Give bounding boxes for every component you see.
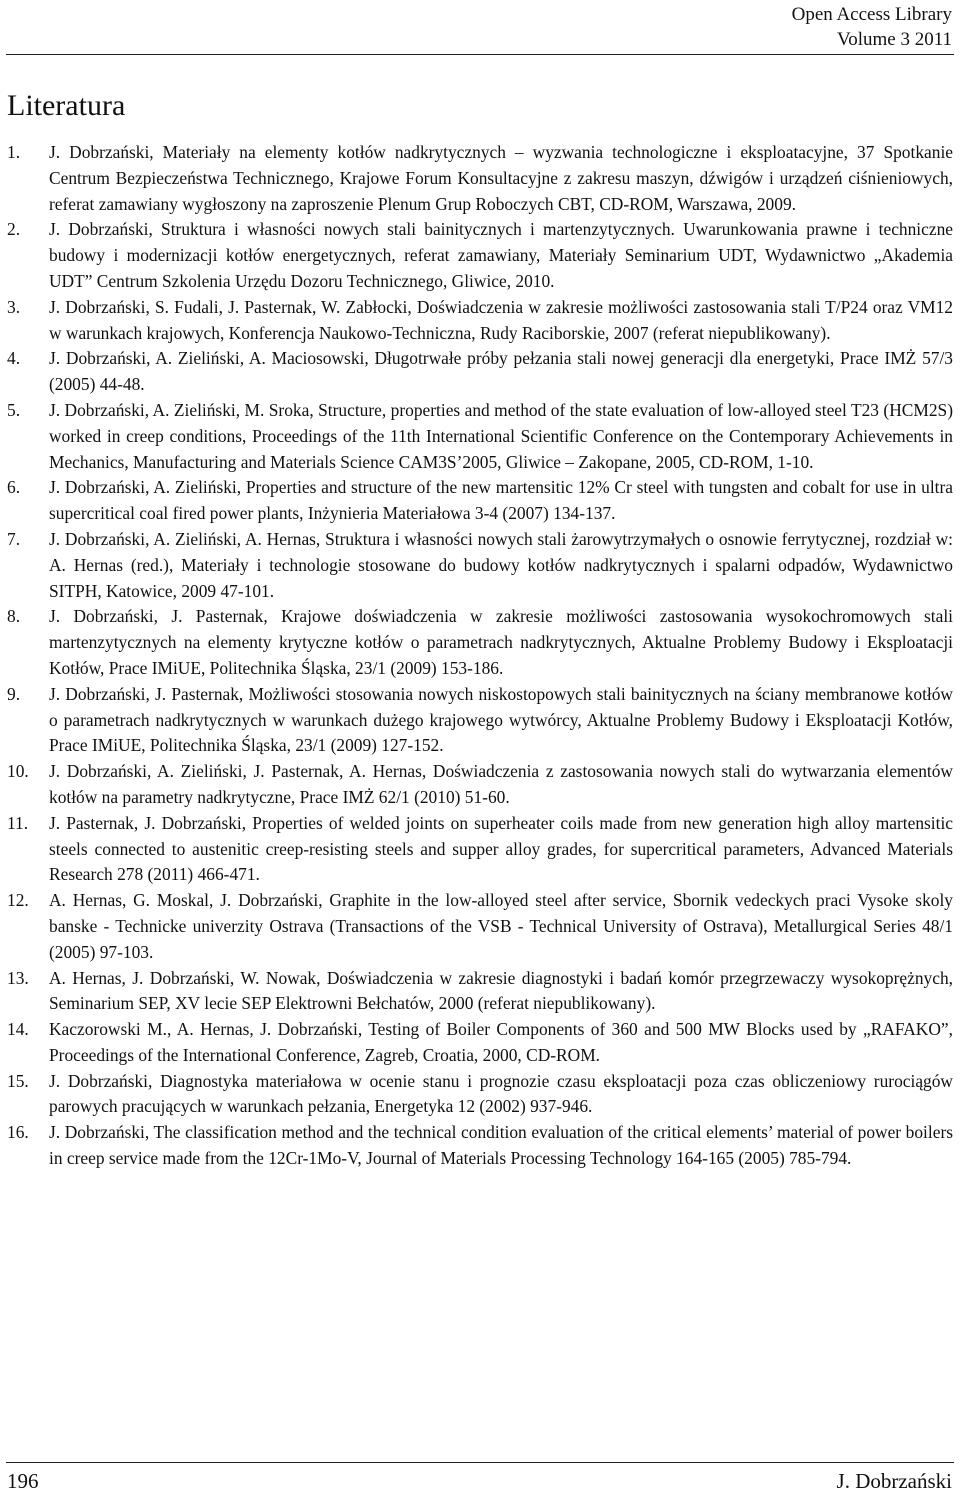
reference-number: 2. <box>7 219 21 240</box>
reference-number: 5. <box>7 399 21 420</box>
reference-item <box>7 1017 953 1069</box>
reference-item <box>7 475 953 527</box>
page-header <box>792 2 952 52</box>
reference-text: J. Dobrzański, A. Zieliński, J. Pasternak, A. Hernas, Doświadczenia z zastosowania nowych stali do wytwarzania elementów kotłów na parametry nadkrytyczne, Prace IMŻ 62/1 (2010) 51-60. <box>49 761 953 807</box>
footer-divider <box>6 1462 954 1463</box>
reference-text: A. Hernas, G. Moskal, J. Dobrzański, Graphite in the low-alloyed steel after service, Sbornik vedeckych praci Vysoke skoly banske - Technicke univerzity Ostrava (Transactions of the VSB - Technical University of Ostrava), Metallurgical Series 48/1 (2005) 97-103. <box>49 890 953 962</box>
reference-number: 14. <box>7 1019 29 1040</box>
reference-number: 13. <box>7 967 29 988</box>
reference-text: J. Dobrzański, Materiały na elementy kotłów nadkrytycznych – wyzwania technologiczne i eksploatacyjne, 37 Spotkanie Centrum Bezpieczeństwa Technicznego, Krajowe Forum Konsultacyjne z zakresu maszyn, dźwigów i urządzeń ciśnieniowych, referat zamawiany wygłoszony na zaproszenie Plenum Grup Roboczych CBT, CD-ROM, Warszawa, 2009. <box>49 142 953 214</box>
reference-item <box>7 527 953 604</box>
reference-item <box>7 604 953 681</box>
reference-item <box>7 966 953 1018</box>
page-number: 196 <box>7 1469 39 1493</box>
reference-text: Kaczorowski M., A. Hernas, J. Dobrzański, Testing of Boiler Components of 360 and 500 MW Blocks used by „RAFAKO”, Proceedings of the International Conference, Zagreb, Croatia, 2000, CD-ROM. <box>49 1019 953 1065</box>
reference-number: 11. <box>7 812 29 833</box>
reference-text: J. Dobrzański, Diagnostyka materiałowa w ocenie stanu i prognozie czasu eksploatacji poza czas obliczeniowy rurociągów parowych pracujących w warunkach pełzania, Energetyka 12 (2002) 937-946. <box>49 1070 953 1117</box>
reference-text: J. Dobrzański, J. Pasternak, Możliwości stosowania nowych niskostopowych stali bainitycznych na ściany membranowe kotłów o parametrach nadkrytycznych w warunkach dużego krajowego wytwórcy, Aktualne Problemy Budowy i Eksploatacji Kotłów, Prace IMiUE, Politechnika Śląska, 23/1 (2009) 127-152. <box>49 683 953 756</box>
reference-number: 9. <box>7 683 21 704</box>
footer-author: J. Dobrzański <box>836 1469 952 1493</box>
reference-item <box>7 217 953 294</box>
section-title: Literatura <box>7 89 126 122</box>
reference-item <box>7 346 953 398</box>
reference-item <box>7 398 953 475</box>
journal-volume: Volume 3 2011 <box>836 29 952 50</box>
reference-number: 1. <box>7 142 21 162</box>
reference-number: 16. <box>7 1122 29 1143</box>
reference-item <box>7 811 953 888</box>
reference-number: 12. <box>7 890 29 911</box>
reference-number: 8. <box>7 606 21 627</box>
reference-text: J. Dobrzański, A. Zieliński, Properties and structure of the new martensitic 12% Cr steel with tungsten and cobalt for use in ultra supercritical coal fired power plants, Inżynieria Materiałowa 3-4 (2007) 134-137. <box>49 477 953 524</box>
reference-number: 15. <box>7 1070 29 1091</box>
reference-number: 10. <box>7 761 29 782</box>
reference-text: J. Dobrzański, J. Pasternak, Krajowe doświadczenia w zakresie możliwości zastosowania wysokochromowych stali martenzytycznych na elementy krytyczne kotłów o parametrach nadkrytycznych, Aktualne Problemy Budowy i Eksploatacji Kotłów, Prace IMiUE, Politechnika Śląska, 23/1 (2009) 153-186. <box>49 606 953 678</box>
header-divider <box>6 54 954 55</box>
reference-number: 7. <box>7 528 21 549</box>
reference-text: J. Pasternak, J. Dobrzański, Properties of welded joints on superheater coils made from new generation high alloy martensitic steels connected to austenitic creep-resisting steels and supper alloy grades, for supercritical parameters, Advanced Materials Research 278 (2011) 466-471. <box>49 812 953 885</box>
reference-text: J. Dobrzański, A. Zieliński, M. Sroka, Structure, properties and method of the state evaluation of low-alloyed steel T23 (HCM2S) worked in creep conditions, Proceedings of the 11th International Scientific Conference on the Contemporary Achievements in Mechanics, Manufacturing and Materials Science CAM3S’2005, Gliwice – Zakopane, 2005, CD-ROM, 1-10. <box>49 399 953 472</box>
reference-item <box>7 888 953 965</box>
reference-item <box>7 1120 953 1172</box>
reference-number: 6. <box>7 477 21 498</box>
reference-text: A. Hernas, J. Dobrzański, W. Nowak, Doświadczenia w zakresie diagnostyki i badań komór przegrzewaczy wysokoprężnych, Seminarium SEP, XV lecie SEP Elektrowni Bełchatów, 2000 (referat niepublikowany). <box>49 967 953 1014</box>
reference-list <box>7 140 953 1172</box>
reference-number: 4. <box>7 348 21 369</box>
reference-number: 3. <box>7 296 21 317</box>
reference-item <box>7 140 953 217</box>
reference-text: J. Dobrzański, Struktura i własności nowych stali bainitycznych i martenzytycznych. Uwarunkowania prawne i techniczne budowy i modernizacji kotłów energetycznych, referat zamawiany, Materiały Seminarium UDT, Wydawnictwo „Akademia UDT” Centrum Szkolenia Urzędu Dozoru Technicznego, Gliwice, 2010. <box>49 219 953 291</box>
reference-text: J. Dobrzański, A. Zieliński, A. Maciosowski, Długotrwałe próby pełzania stali nowej generacji dla energetyki, Prace IMŻ 57/3 (2005) 44-48. <box>49 348 953 395</box>
reference-text: J. Dobrzański, The classification method and the technical condition evaluation of the critical elements’ material of power boilers in creep service made from the 12Cr-1Mo-V, Journal of Materials Processing Technology 164-165 (2005) 785-794. <box>49 1122 953 1169</box>
reference-item <box>7 759 953 811</box>
reference-item <box>7 1069 953 1121</box>
reference-text: J. Dobrzański, S. Fudali, J. Pasternak, W. Zabłocki, Doświadczenia w zakresie możliwości zastosowania stali T/P24 oraz VM12 w warunkach krajowych, Konferencja Naukowo-Techniczna, Rudy Raciborskie, 2007 (referat niepublikowany). <box>49 296 953 343</box>
reference-text: J. Dobrzański, A. Zieliński, A. Hernas, Struktura i własności nowych stali żarowytrzymałych o osnowie ferrytycznej, rozdział w: A. Hernas (red.), Materiały i technologie stosowane do budowy kotłów nadkrytycznych i spalarni odpadów, Wydawnictwo SITPH, Katowice, 2009 47-101. <box>49 528 953 601</box>
journal-name: Open Access Library <box>791 4 952 25</box>
reference-item <box>7 682 953 759</box>
reference-item <box>7 295 953 347</box>
